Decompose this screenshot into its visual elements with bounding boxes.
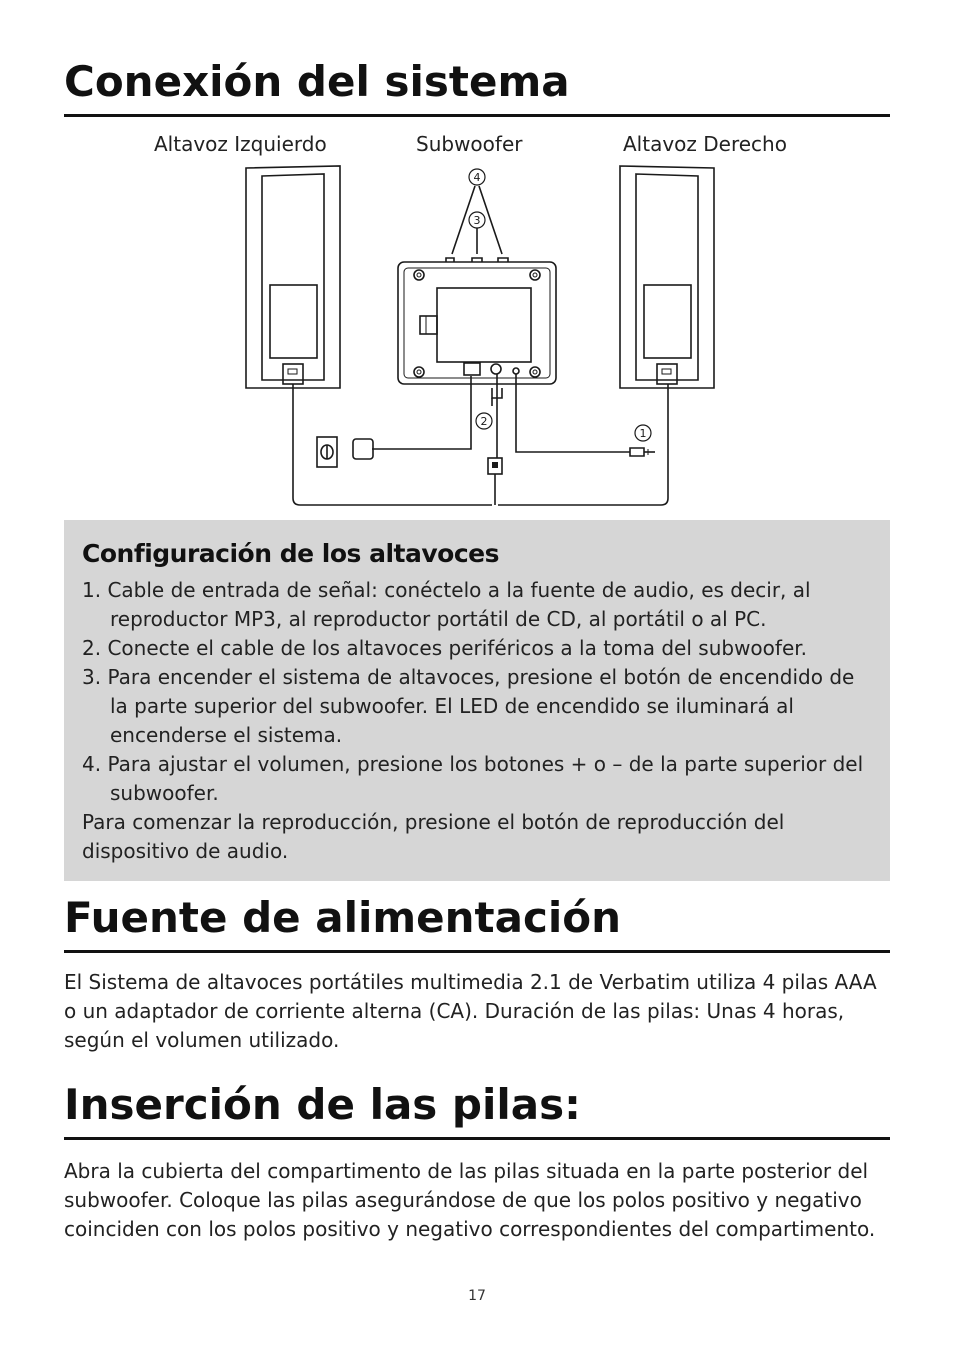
speaker-setup-panel [64,520,890,881]
cables [293,374,668,505]
callout-3: 3 [473,214,481,227]
section-title-connection: Conexión del sistema [64,56,890,117]
power-adapter-shape [317,437,373,467]
section-title-power: Fuente de alimentación [64,892,890,953]
subwoofer-shape [398,258,556,384]
power-paragraph: El Sistema de altavoces portátiles multimedia 2.1 de Verbatim utiliza 4 pilas AAA o un adaptador de corriente alterna (CA). Duración de las pilas: Unas 4 horas, según el volumen utilizado. [64,970,877,1052]
callout-4: 4 [473,171,481,184]
left-speaker-shape [246,166,340,388]
setup-step: 1. Cable de entrada de señal: conéctelo a la fuente de audio, es decir, al reproductor MP3, al reproductor portátil de CD, al portátil o al PC. [82,578,811,631]
audio-plug-shape [630,448,655,456]
label-right-speaker: Altavoz Derecho [623,132,787,156]
callout-2: 2 [480,415,488,428]
setup-note: Para comenzar la reproducción, presione el botón de reproducción del dispositivo de audio. [82,810,785,863]
callout-1: 1 [639,427,647,440]
page-number: 17 [468,1288,486,1304]
right-speaker-shape [620,166,714,388]
setup-step: 2. Conecte el cable de los altavoces periféricos a la toma del subwoofer. [82,636,807,660]
speaker-setup-title: Configuración de los altavoces [82,539,499,568]
battery-paragraph: Abra la cubierta del compartimento de las pilas situada en la parte posterior del subwoofer. Coloque las pilas asegurándose de que los polos positivo y negativo coinciden con los polos positivo y negativo correspondientes del compartimento. [64,1159,876,1241]
label-subwoofer: Subwoofer [416,132,523,156]
label-left-speaker: Altavoz Izquierdo [154,132,327,156]
setup-step: 3. Para encender el sistema de altavoces, presione el botón de encendido de la parte superior del subwoofer. El LED de encendido se iluminará al encenderse el sistema. [82,665,855,747]
section-title-battery: Inserción de las pilas: [64,1079,890,1140]
setup-step: 4. Para ajustar el volumen, presione los botones + o – de la parte superior del subwoofer. [82,752,864,805]
connection-diagram [64,125,890,520]
